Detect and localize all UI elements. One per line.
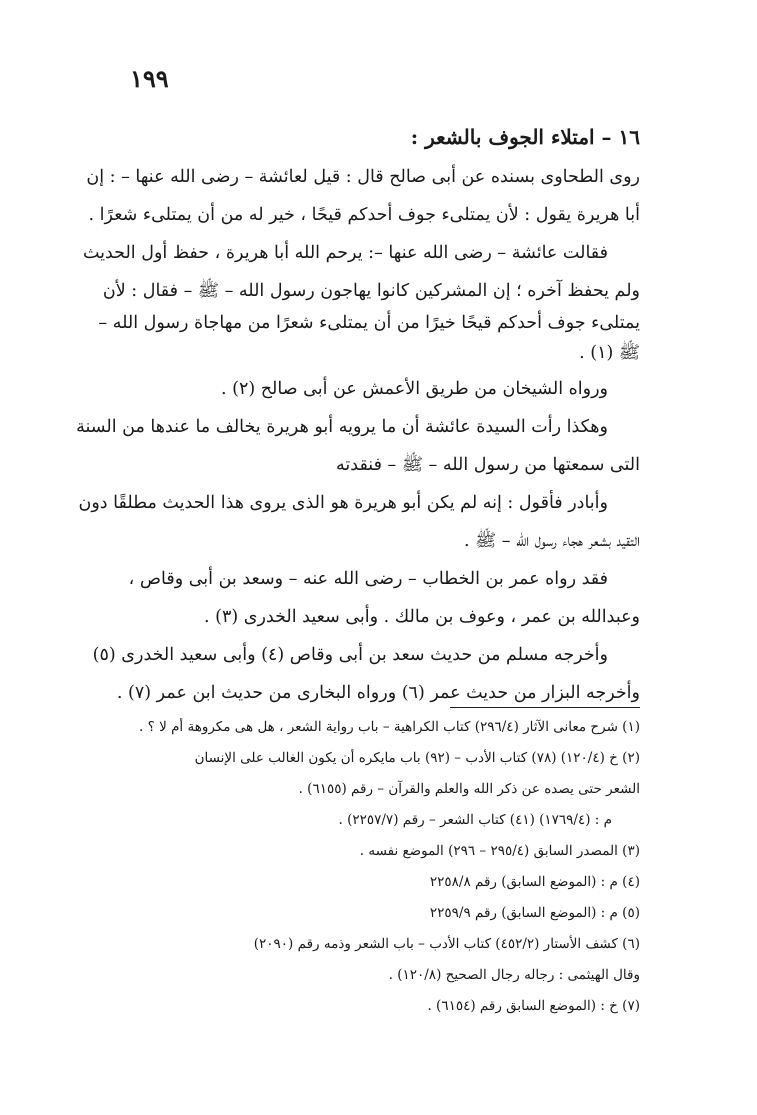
footnote-line: (١) شرح معانى الآثار (٢٩٦/٤) كتاب الكراهية – باب رواية الشعر ، هل هى مكروهة أم لا ؟ . [139, 719, 640, 735]
footnote-line: وقال الهيثمى : رجاله رجال الصحيح (١٢٠/٨) . [388, 967, 640, 983]
section-heading: ١٦ – امتلاء الجوف بالشعر : [410, 125, 640, 149]
body-line: وهكذا رأت السيدة عائشة أن ما يرويه أبو هريرة يخالف ما عندها من السنة [76, 417, 608, 437]
body-line: وعبدالله بن عمر ، وعوف بن مالك . وأبى سعيد الخدرى (٣) . [204, 607, 640, 627]
body-line: التقيد بشعر هجاء رسول الله – ﷺ . [463, 531, 640, 551]
footnote-line: م : (١٧٦٩/٤) (٤١) كتاب الشعر – رقم (٢٢٥٧/٧) . [338, 812, 612, 828]
body-line: يمتلىء جوف أحدكم قيحًا خيرًا من أن يمتلىء شعرًا من مهاجاة رسول الله – [98, 313, 640, 333]
footnote-line: (٢) خ (١٢٠/٤) (٧٨) كتاب الأدب – (٩٢) باب مايكره أن يكون الغالب على الإنسان [194, 750, 640, 766]
footnote-line: (٣) المصدر السابق (٢٩٥/٤ – ٢٩٦) الموضع نفسه . [359, 843, 640, 859]
body-line: التى سمعتها من رسول الله – ﷺ – فنقدته [336, 455, 640, 475]
main-text [76, 116, 640, 712]
body-line: وأبادر فأقول : إنه لم يكن أبو هريرة هو الذى يروى هذا الحديث مطلقًا دون [78, 493, 608, 513]
body-line: روى الطحاوى بسنده عن أبى صالح قال : قيل لعائشة – رضى الله عنها – : إن [86, 167, 640, 187]
body-line: ﷺ (١) . [579, 343, 640, 363]
body-line: وأخرجه مسلم من حديث سعد بن أبى وقاص (٤) وأبى سعيد الخدرى (٥) [92, 645, 608, 665]
footnote-line: (٧) خ : (الموضع السابق رقم (٦١٥٤) . [427, 998, 640, 1014]
body-line: فقالت عائشة – رضى الله عنها –: يرحم الله أبا هريرة ، حفظ أول الحديث [82, 243, 608, 263]
body-line: وأخرجه البزار من حديث عمر (٦) ورواه البخارى من حديث ابن عمر (٧) . [116, 683, 640, 703]
footnote-line: (٦) كشف الأستار (٤٥٢/٢) كتاب الأدب – باب الشعر وذمه رقم (٢٠٩٠) [253, 936, 640, 952]
body-line: ولم يحفظ آخره ؛ إن المشركين كانوا يهاجون رسول الله – ﷺ – فقال : لأن [102, 281, 640, 301]
body-line: ورواه الشيخان من طريق الأعمش عن أبى صالح (٢) . [221, 379, 608, 399]
footnotes [110, 712, 640, 1022]
body-line: أبا هريرة يقول : لأن يمتلىء جوف أحدكم قيحًا ، خير له من أن يمتلىء شعرًا . [88, 205, 640, 225]
page-number: ١٩٩ [130, 64, 169, 93]
body-line: فقد رواه عمر بن الخطاب – رضى الله عنه – وسعد بن أبى وقاص ، [128, 569, 608, 589]
footnote-line: الشعر حتى يصده عن ذكر الله والعلم والقرآن – رقم (٦١٥٥) . [298, 781, 640, 797]
footnote-line: (٤) م : (الموضع السابق) رقم ٢٢٥٨/٨ [429, 874, 640, 890]
footnote-divider [450, 707, 640, 708]
footnote-line: (٥) م : (الموضع السابق) رقم ٢٢٥٩/٩ [429, 905, 640, 921]
